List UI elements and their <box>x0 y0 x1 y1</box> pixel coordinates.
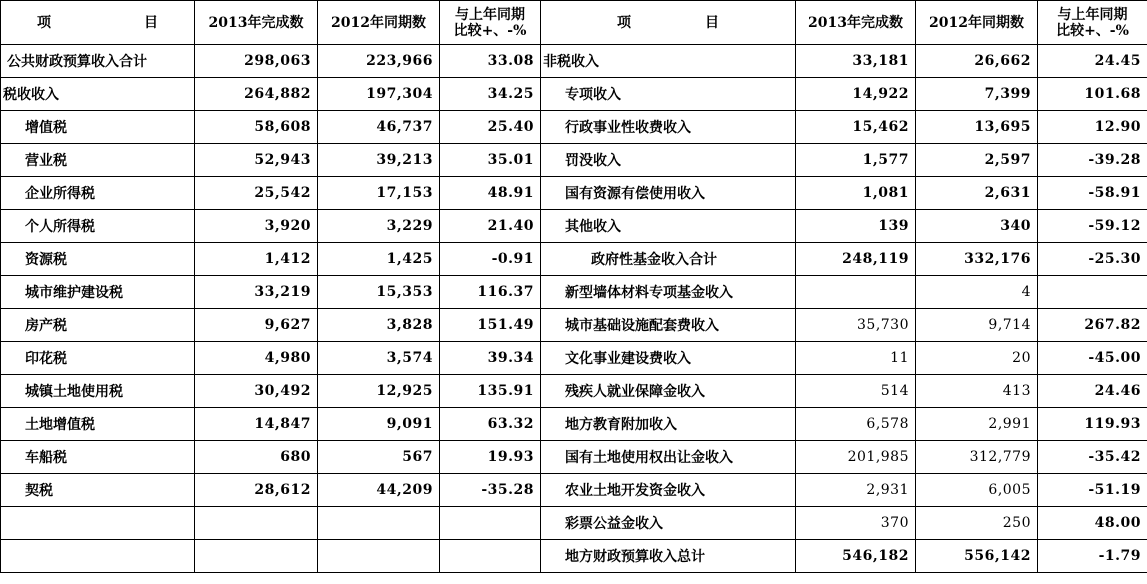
value-compare: 21.40 <box>440 210 541 243</box>
value-compare: 119.93 <box>1038 408 1147 441</box>
value-2013: 248,119 <box>796 243 916 276</box>
value-2012: 250 <box>916 507 1038 540</box>
row-label: 城市维护建设税 <box>1 276 195 309</box>
value-2012 <box>318 540 440 573</box>
value-2012: 223,966 <box>318 45 440 78</box>
value-2013: 546,182 <box>796 540 916 573</box>
row-label: 城镇土地使用税 <box>1 375 195 408</box>
value-2012: 26,662 <box>916 45 1038 78</box>
value-2013: 14,922 <box>796 78 916 111</box>
row-label: 资源税 <box>1 243 195 276</box>
value-compare: 63.32 <box>440 408 541 441</box>
header-2013-right: 2013年完成数 <box>796 1 916 45</box>
value-2013: 2,931 <box>796 474 916 507</box>
value-2013: 4,980 <box>195 342 318 375</box>
value-2012: 556,142 <box>916 540 1038 573</box>
row-label: 个人所得税 <box>1 210 195 243</box>
row-label <box>1 540 195 573</box>
row-label: 土地增值税 <box>1 408 195 441</box>
row-label: 其他收入 <box>541 210 796 243</box>
value-2012: 2,631 <box>916 177 1038 210</box>
value-2012: 197,304 <box>318 78 440 111</box>
value-2013: 1,412 <box>195 243 318 276</box>
value-compare: 34.25 <box>440 78 541 111</box>
value-2013: 1,081 <box>796 177 916 210</box>
row-label: 非税收入 <box>541 45 796 78</box>
value-compare: -39.28 <box>1038 144 1147 177</box>
value-compare: 12.90 <box>1038 111 1147 144</box>
row-label: 国有土地使用权出让金收入 <box>541 441 796 474</box>
header-item-right: 项 目 <box>541 1 796 45</box>
table-row <box>1 408 1147 441</box>
value-2013: 52,943 <box>195 144 318 177</box>
value-compare: 135.91 <box>440 375 541 408</box>
value-compare: -51.19 <box>1038 474 1147 507</box>
value-compare: 267.82 <box>1038 309 1147 342</box>
value-2013 <box>796 276 916 309</box>
header-compare-right: 与上年同期 比较+、-% <box>1038 1 1147 45</box>
value-2013: 28,612 <box>195 474 318 507</box>
value-2013: 14,847 <box>195 408 318 441</box>
value-2012: 4 <box>916 276 1038 309</box>
value-compare: -25.30 <box>1038 243 1147 276</box>
header-item-left: 项 目 <box>1 1 195 45</box>
value-2013: 15,462 <box>796 111 916 144</box>
value-2013: 6,578 <box>796 408 916 441</box>
table-row <box>1 111 1147 144</box>
value-2013: 680 <box>195 441 318 474</box>
table-row <box>1 375 1147 408</box>
row-label: 房产税 <box>1 309 195 342</box>
row-label: 彩票公益金收入 <box>541 507 796 540</box>
value-2012: 12,925 <box>318 375 440 408</box>
value-2012: 15,353 <box>318 276 440 309</box>
value-compare: -45.00 <box>1038 342 1147 375</box>
row-label: 残疾人就业保障金收入 <box>541 375 796 408</box>
row-label: 企业所得税 <box>1 177 195 210</box>
value-2012: 39,213 <box>318 144 440 177</box>
value-2013: 1,577 <box>796 144 916 177</box>
value-2013: 139 <box>796 210 916 243</box>
value-2012: 3,574 <box>318 342 440 375</box>
table-row <box>1 144 1147 177</box>
value-2012: 3,828 <box>318 309 440 342</box>
value-2012: 340 <box>916 210 1038 243</box>
row-label: 公共财政预算收入合计 <box>1 45 195 78</box>
value-2012: 413 <box>916 375 1038 408</box>
value-2013: 514 <box>796 375 916 408</box>
value-2012: 9,091 <box>318 408 440 441</box>
value-2012: 7,399 <box>916 78 1038 111</box>
row-label: 新型墙体材料专项基金收入 <box>541 276 796 309</box>
table-row <box>1 210 1147 243</box>
row-label: 印花税 <box>1 342 195 375</box>
value-2012: 567 <box>318 441 440 474</box>
value-2013: 25,542 <box>195 177 318 210</box>
value-2012: 332,176 <box>916 243 1038 276</box>
table-row <box>1 441 1147 474</box>
value-2013: 33,219 <box>195 276 318 309</box>
header-2012-right: 2012年同期数 <box>916 1 1038 45</box>
value-compare: 24.45 <box>1038 45 1147 78</box>
value-2012: 9,714 <box>916 309 1038 342</box>
value-2013: 264,882 <box>195 78 318 111</box>
value-2013: 58,608 <box>195 111 318 144</box>
value-compare: 25.40 <box>440 111 541 144</box>
table-row <box>1 78 1147 111</box>
row-label: 增值税 <box>1 111 195 144</box>
value-2013: 30,492 <box>195 375 318 408</box>
value-compare: 48.91 <box>440 177 541 210</box>
table-row <box>1 507 1147 540</box>
row-label: 营业税 <box>1 144 195 177</box>
value-2013 <box>195 507 318 540</box>
value-compare <box>1038 276 1147 309</box>
value-2012: 13,695 <box>916 111 1038 144</box>
value-compare: -35.42 <box>1038 441 1147 474</box>
table-row <box>1 45 1147 78</box>
value-compare: 19.93 <box>440 441 541 474</box>
value-2013: 370 <box>796 507 916 540</box>
value-compare <box>440 540 541 573</box>
header-2012-left: 2012年同期数 <box>318 1 440 45</box>
row-label: 税收收入 <box>1 78 195 111</box>
row-label: 罚没收入 <box>541 144 796 177</box>
table-row <box>1 276 1147 309</box>
value-2013: 201,985 <box>796 441 916 474</box>
value-2012: 2,991 <box>916 408 1038 441</box>
value-compare: 48.00 <box>1038 507 1147 540</box>
value-compare: 39.34 <box>440 342 541 375</box>
value-compare: 24.46 <box>1038 375 1147 408</box>
value-compare: -59.12 <box>1038 210 1147 243</box>
table-row <box>1 342 1147 375</box>
table-header-row <box>1 1 1147 45</box>
row-label: 车船税 <box>1 441 195 474</box>
table-row <box>1 177 1147 210</box>
table-row <box>1 309 1147 342</box>
value-compare: -1.79 <box>1038 540 1147 573</box>
value-2012: 44,209 <box>318 474 440 507</box>
value-compare: -35.28 <box>440 474 541 507</box>
value-compare <box>440 507 541 540</box>
value-2013: 3,920 <box>195 210 318 243</box>
row-label: 政府性基金收入合计 <box>541 243 796 276</box>
table-row <box>1 540 1147 573</box>
row-label: 农业土地开发资金收入 <box>541 474 796 507</box>
row-label: 契税 <box>1 474 195 507</box>
value-compare: 101.68 <box>1038 78 1147 111</box>
value-2012: 3,229 <box>318 210 440 243</box>
value-2013: 298,063 <box>195 45 318 78</box>
table-row <box>1 474 1147 507</box>
value-2012: 46,737 <box>318 111 440 144</box>
value-compare: 116.37 <box>440 276 541 309</box>
row-label <box>1 507 195 540</box>
row-label: 地方教育附加收入 <box>541 408 796 441</box>
row-label: 国有资源有偿使用收入 <box>541 177 796 210</box>
row-label: 专项收入 <box>541 78 796 111</box>
value-2012: 2,597 <box>916 144 1038 177</box>
header-compare-left: 与上年同期 比较+、-% <box>440 1 541 45</box>
value-2013: 9,627 <box>195 309 318 342</box>
value-2012 <box>318 507 440 540</box>
value-compare: -0.91 <box>440 243 541 276</box>
value-2012: 312,779 <box>916 441 1038 474</box>
value-compare: 35.01 <box>440 144 541 177</box>
row-label: 城市基础设施配套费收入 <box>541 309 796 342</box>
value-2013: 11 <box>796 342 916 375</box>
value-2012: 1,425 <box>318 243 440 276</box>
value-2013 <box>195 540 318 573</box>
table-row <box>1 243 1147 276</box>
row-label: 行政事业性收费收入 <box>541 111 796 144</box>
row-label: 文化事业建设费收入 <box>541 342 796 375</box>
value-2013: 35,730 <box>796 309 916 342</box>
value-2012: 6,005 <box>916 474 1038 507</box>
value-compare: 33.08 <box>440 45 541 78</box>
header-2013-left: 2013年完成数 <box>195 1 318 45</box>
value-compare: -58.91 <box>1038 177 1147 210</box>
value-compare: 151.49 <box>440 309 541 342</box>
row-label: 地方财政预算收入总计 <box>541 540 796 573</box>
value-2012: 17,153 <box>318 177 440 210</box>
value-2013: 33,181 <box>796 45 916 78</box>
value-2012: 20 <box>916 342 1038 375</box>
